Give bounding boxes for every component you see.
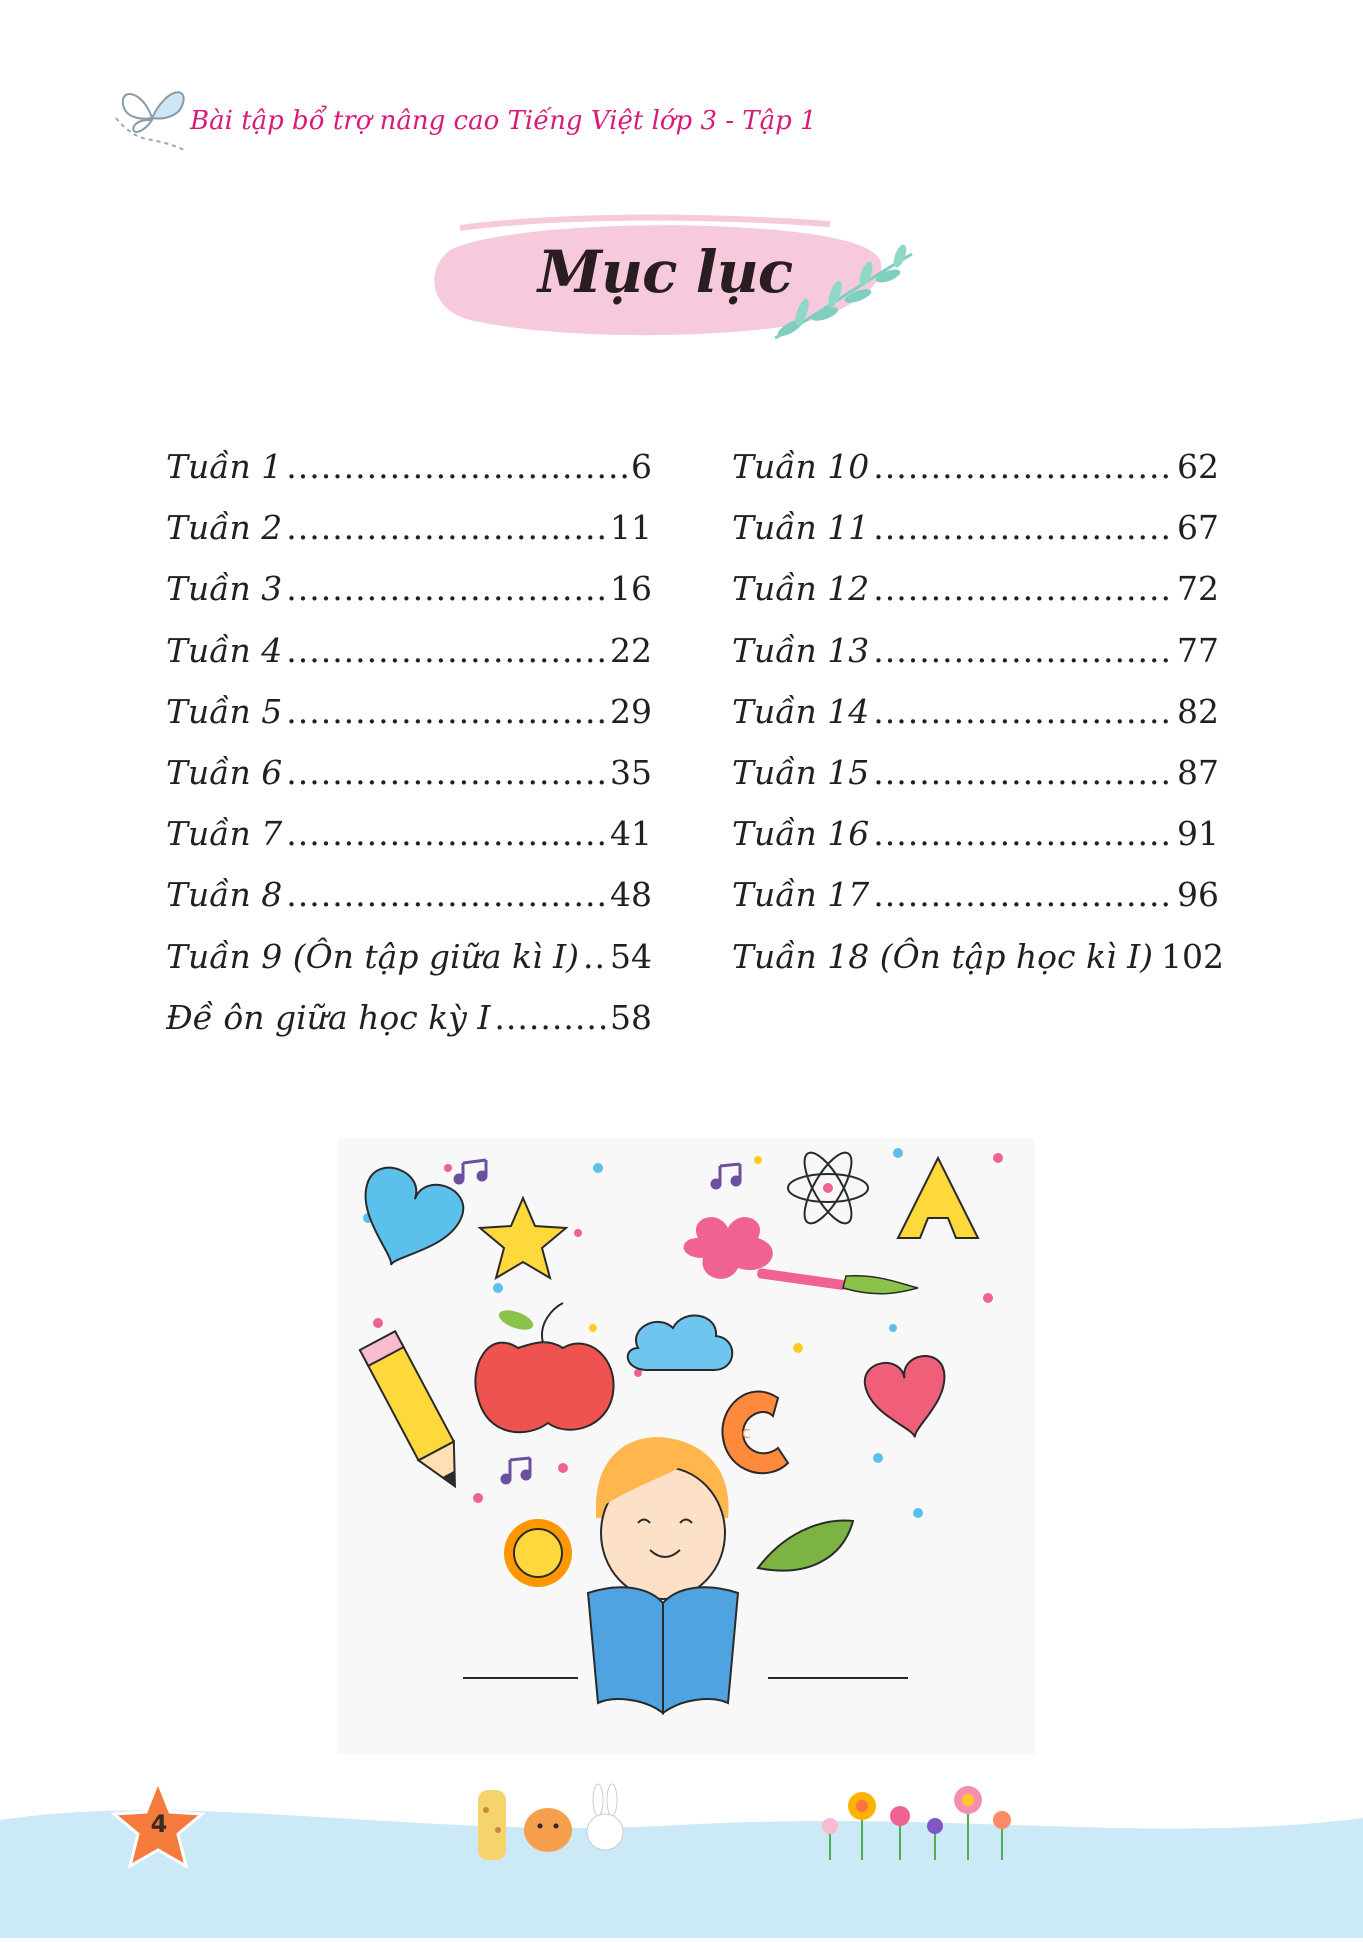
toc-entry-page: 102 [1160,936,1224,976]
toc-entry[interactable] [732,926,1224,987]
toc-entry[interactable] [166,803,652,864]
toc-entry-label: Tuần 2 [166,508,283,548]
toc-entry-page: 77 [1177,630,1219,670]
toc-leader-dots [286,497,606,558]
letter-c-character [722,1392,788,1474]
apple-character-icon [475,1303,613,1432]
toc-entry[interactable] [732,803,1219,864]
toc-entry[interactable] [166,987,652,1048]
toc-entry[interactable] [166,864,652,925]
book-title: Bài tập bổ trợ nâng cao Tiếng Việt lớp 3 - Tập 1 [190,106,817,136]
toc-entry-label: Tuần 16 [732,814,870,854]
toc-entry-label: Tuần 8 [166,875,283,915]
toc-entry-label: Tuần 11 [732,508,870,548]
toc-leader-dots [286,620,606,681]
toc-entry[interactable] [166,926,652,987]
toc-entry-page: 91 [1177,814,1219,854]
toc-entry-label: Tuần 5 [166,691,283,731]
toc-entry-page: 48 [610,875,652,915]
toc-entry[interactable] [166,620,652,681]
tiger-icon [524,1808,572,1852]
toc-leader-dots [873,864,1173,925]
footer-wave [0,1810,1363,1938]
toc-entry-page: 96 [1177,875,1219,915]
letter-a-character [898,1158,978,1238]
paintbrush-icon [757,1268,918,1294]
toc-title: Mục lục [537,238,793,306]
footer-decoration [0,1770,1363,1938]
toc-entry[interactable] [732,497,1219,558]
svg-text:C: C [742,1427,751,1441]
page-number: 4 [150,1810,168,1838]
toc-entry-label: Tuần 18 (Ôn tập học kì I) [732,936,1153,976]
toc-entry-label: Tuần 10 [732,447,870,486]
toc-entry-label: Tuần 4 [166,630,283,670]
toc-entry[interactable] [732,620,1219,681]
toc-entry-page: 58 [610,997,652,1037]
heart-character-icon [862,1353,954,1444]
toc-leader-dots [286,436,627,497]
toc-right-column [732,436,1224,987]
toc-entry-page: 22 [610,630,652,670]
open-book-icon [588,1587,738,1713]
running-header [112,78,832,158]
toc-entry-label: Tuần 7 [166,814,283,854]
toc-entry-label: Tuần 1 [166,447,283,486]
toc-entry-label: Tuần 15 [732,752,870,792]
toc-leader-dots [286,803,606,864]
toc-entry[interactable] [166,681,652,742]
toc-entry-page: 72 [1177,569,1219,609]
toc-entry[interactable] [166,497,652,558]
toc-entry-label: Tuần 6 [166,752,283,792]
svg-text:A: A [930,1200,940,1216]
toc-entry-label: Tuần 12 [732,569,870,609]
toc-leader-dots [873,803,1173,864]
toc-entry-label: Đề ôn giữa học kỳ I [166,997,491,1037]
toc-entry-page: 35 [610,752,652,792]
toc-left-column [166,436,652,1048]
toc-entry[interactable] [732,436,1219,497]
toc-leader-dots [494,987,606,1048]
sun-character-icon [504,1519,572,1587]
toc-entry-page: 54 [610,936,652,976]
giraffe-icon [478,1790,506,1860]
toc-entry-page: 6 [631,447,652,486]
toc-banner [430,210,920,350]
toc-leader-dots [286,558,606,619]
toc-entry-page: 82 [1177,691,1219,731]
toc-entry-label: Tuần 17 [732,875,870,915]
star-character-icon [480,1198,566,1278]
toc-leader-dots [873,620,1173,681]
pencil-character-icon [360,1331,473,1495]
toc-entry-page: 62 [1177,447,1219,486]
leaf-icon [758,1521,853,1571]
toc-leader-dots [583,926,606,987]
atom-icon [788,1146,868,1229]
toc-leader-dots [873,436,1173,497]
cloud-character-icon [628,1316,732,1370]
toc-entry[interactable] [732,864,1219,925]
toc-leader-dots [873,558,1173,619]
toc-entry-page: 41 [610,814,652,854]
toc-entry[interactable] [166,436,652,497]
reading-child-illustration [338,1138,1035,1754]
toc-entry-page: 16 [610,569,652,609]
toc-entry-label: Tuần 9 (Ôn tập giữa kì I) [166,936,579,976]
toc-entry[interactable] [732,681,1219,742]
toc-leader-dots [873,742,1173,803]
toc-leader-dots [286,742,606,803]
child-reading-icon [596,1437,729,1599]
toc-entry-label: Tuần 14 [732,691,870,731]
toc-leader-dots [873,681,1173,742]
toc-leader-dots [286,681,606,742]
toc-entry[interactable] [166,558,652,619]
heart-character-icon [344,1161,470,1282]
toc-entry-page: 29 [610,691,652,731]
toc-entry-page: 11 [610,508,652,548]
toc-entry-page: 87 [1177,752,1219,792]
toc-entry-label: Tuần 3 [166,569,283,609]
toc-entry-label: Tuần 13 [732,630,870,670]
toc-entry[interactable] [732,558,1219,619]
rabbit-icon [587,1784,623,1850]
butterfly-icon [112,78,192,153]
toc-entry[interactable] [166,742,652,803]
toc-leader-dots [286,864,606,925]
toc-leader-dots [873,497,1173,558]
toc-entry[interactable] [732,742,1219,803]
toc-entry-page: 67 [1177,508,1219,548]
